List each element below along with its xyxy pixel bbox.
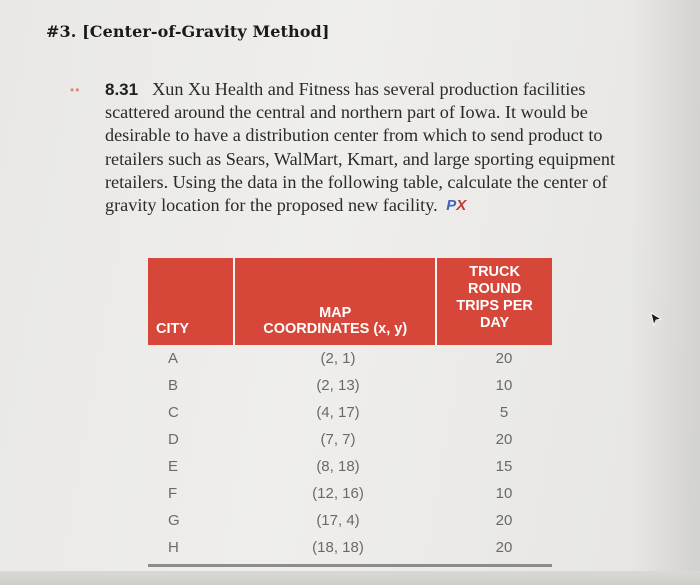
header-trips-line1: TRUCK xyxy=(469,264,520,280)
header-city xyxy=(148,258,233,345)
cell-coordinates: (17, 4) xyxy=(316,512,360,529)
header-trips-line3: TRIPS PER xyxy=(456,298,533,314)
table-row xyxy=(148,426,552,453)
cell-trips: 10 xyxy=(495,485,513,502)
cell-city: H xyxy=(168,539,179,556)
cell-trips: 15 xyxy=(495,458,513,475)
table-row xyxy=(148,345,552,372)
header-coordinates xyxy=(235,258,435,345)
table-bottom-rule xyxy=(148,564,552,567)
cell-coordinates: (4, 17) xyxy=(316,404,360,421)
cell-coordinates: (2, 13) xyxy=(316,377,360,394)
difficulty-dots: •• xyxy=(70,83,81,97)
cell-city: C xyxy=(168,404,179,421)
header-trips xyxy=(437,258,552,345)
table-header xyxy=(148,258,552,345)
header-trips-line2: ROUND xyxy=(468,281,522,297)
cell-city: D xyxy=(168,431,179,448)
cell-coordinates: (18, 18) xyxy=(312,539,364,556)
screen-edge-shadow xyxy=(630,0,700,585)
header-coord-line2: COORDINATES (x, y) xyxy=(263,321,408,337)
data-table xyxy=(148,258,552,567)
cell-trips: 20 xyxy=(495,431,513,448)
cell-city: E xyxy=(168,458,179,475)
table-row xyxy=(148,453,552,480)
header-city-label: CITY xyxy=(156,321,190,337)
cell-trips: 20 xyxy=(495,539,513,556)
cell-coordinates: (8, 18) xyxy=(316,458,360,475)
problem-text-block xyxy=(78,78,638,217)
cell-trips: 20 xyxy=(495,350,513,367)
header-coord-line1: MAP xyxy=(319,305,352,321)
px-icon xyxy=(446,194,466,217)
problem-number: 8.31 xyxy=(105,80,139,99)
table-row xyxy=(148,480,552,507)
cell-trips: 10 xyxy=(495,377,513,394)
cell-city: B xyxy=(168,377,179,394)
header-trips-line4: DAY xyxy=(479,315,510,331)
cell-city: A xyxy=(168,350,179,367)
table-row xyxy=(148,372,552,399)
cell-trips: 20 xyxy=(495,512,513,529)
cell-city: F xyxy=(168,485,178,502)
cell-coordinates: (12, 16) xyxy=(312,485,364,502)
table-body xyxy=(148,345,552,567)
table-row xyxy=(148,507,552,534)
screen-bottom-bezel xyxy=(0,571,700,585)
problem-statement xyxy=(70,78,638,217)
cell-coordinates: (7, 7) xyxy=(320,431,356,448)
px-icon-x: X xyxy=(456,197,467,215)
problem-body: Xun Xu Health and Fitness has several production facilities scattered around the central and northern part of Iowa. It would be desirable to have a distribution center from which to send product to retailers such as Sears, WalMart, Kmart, and large sporting equipment retailers. Using the data in the following table, calculate the center of gravity location for the proposed new facility. xyxy=(105,79,616,216)
cell-coordinates: (2, 1) xyxy=(320,350,356,367)
cell-trips: 5 xyxy=(499,404,509,421)
table-row xyxy=(148,399,552,426)
cell-city: G xyxy=(168,512,180,529)
px-icon-p: P xyxy=(446,197,457,215)
table-row xyxy=(148,534,552,561)
mouse-cursor-icon xyxy=(650,312,662,326)
assignment-heading: #3. [Center-of-Gravity Method] xyxy=(46,22,330,41)
